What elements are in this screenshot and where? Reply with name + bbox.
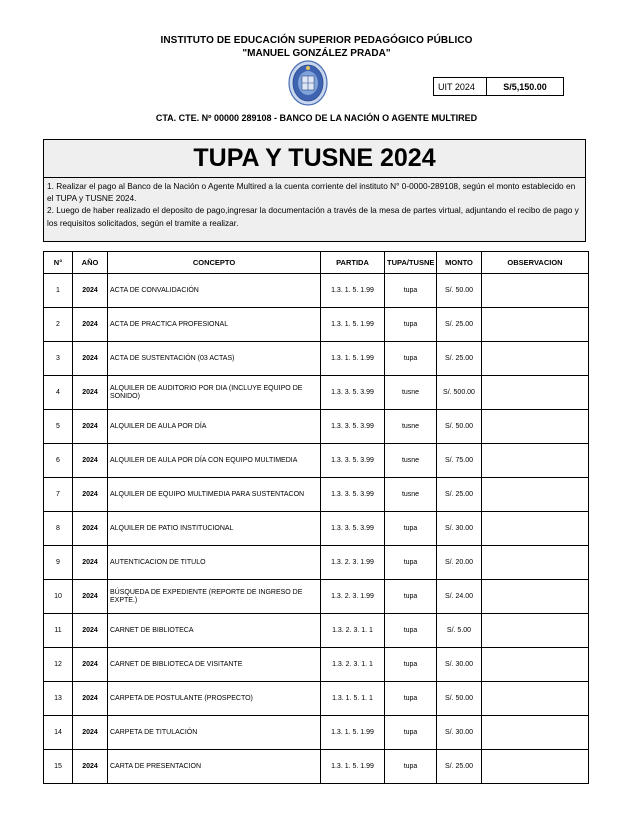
row-observation — [482, 308, 589, 342]
row-number: 8 — [44, 512, 73, 546]
row-number: 14 — [44, 716, 73, 750]
row-amount: S/. 75.00 — [437, 444, 482, 478]
row-partida: 1.3. 1. 5. 1.99 — [321, 342, 385, 376]
table-header-row — [44, 252, 589, 274]
row-concept: ALQUILER DE PATIO INSTITUCIONAL — [108, 512, 321, 546]
row-partida: 1.3. 3. 5. 3.99 — [321, 410, 385, 444]
header-anio: AÑO — [73, 252, 108, 274]
row-observation — [482, 512, 589, 546]
row-number: 1 — [44, 274, 73, 308]
row-year: 2024 — [73, 750, 108, 784]
row-tupa-tusne: tupa — [385, 580, 437, 614]
row-tupa-tusne: tupa — [385, 546, 437, 580]
row-concept: CARNET DE BIBLIOTECA DE VISITANTE — [108, 648, 321, 682]
row-number: 9 — [44, 546, 73, 580]
row-concept: AUTENTICACION DE TITULO — [108, 546, 321, 580]
row-tupa-tusne: tusne — [385, 376, 437, 410]
row-tupa-tusne: tupa — [385, 342, 437, 376]
table-row — [44, 546, 589, 580]
row-amount: S/. 25.00 — [437, 308, 482, 342]
row-observation — [482, 580, 589, 614]
row-tupa-tusne: tupa — [385, 614, 437, 648]
row-year: 2024 — [73, 512, 108, 546]
uit-value: S/5,150.00 — [487, 78, 564, 96]
row-concept: ACTA DE SUSTENTACIÓN (03 ACTAS) — [108, 342, 321, 376]
row-partida: 1.3. 1. 5. 1.99 — [321, 750, 385, 784]
table-row — [44, 410, 589, 444]
row-concept: CARTA DE PRESENTACION — [108, 750, 321, 784]
row-concept: ALQUILER DE EQUIPO MULTIMEDIA PARA SUSTENTACON — [108, 478, 321, 512]
row-year: 2024 — [73, 308, 108, 342]
row-observation — [482, 682, 589, 716]
table-row — [44, 512, 589, 546]
header-observacion: OBSERVACION — [482, 252, 589, 274]
row-tupa-tusne: tupa — [385, 682, 437, 716]
row-partida: 1.3. 3. 5. 3.99 — [321, 444, 385, 478]
row-observation — [482, 410, 589, 444]
row-observation — [482, 376, 589, 410]
table-row — [44, 342, 589, 376]
row-amount: S/. 50.00 — [437, 274, 482, 308]
row-concept: ALQUILER DE AULA POR DÍA CON EQUIPO MULTIMEDIA — [108, 444, 321, 478]
row-amount: S/. 25.00 — [437, 342, 482, 376]
row-observation — [482, 546, 589, 580]
uit-box — [433, 77, 564, 96]
row-tupa-tusne: tupa — [385, 716, 437, 750]
instruction-2: 2. Luego de haber realizado el deposito de pago,ingresar la documentación a través de la mesa de partes virtual, adjuntando el recibo de pago y los requisitos solicitados, según el tramite a realizar. — [47, 205, 579, 228]
row-partida: 1.3. 3. 5. 3.99 — [321, 478, 385, 512]
row-amount: S/. 25.00 — [437, 478, 482, 512]
document-title: TUPA Y TUSNE 2024 — [44, 140, 585, 178]
header-num: N° — [44, 252, 73, 274]
bank-account-line: CTA. CTE. Nº 00000 289108 - BANCO DE LA NACIÓN O AGENTE MULTIRED — [155, 113, 478, 123]
table-row — [44, 716, 589, 750]
row-observation — [482, 750, 589, 784]
row-partida: 1.3. 1. 5. 1.99 — [321, 274, 385, 308]
row-partida: 1.3. 3. 5. 3.99 — [321, 376, 385, 410]
table-row — [44, 648, 589, 682]
fees-table — [43, 251, 589, 784]
row-year: 2024 — [73, 478, 108, 512]
row-tupa-tusne: tupa — [385, 308, 437, 342]
row-observation — [482, 648, 589, 682]
row-partida: 1.3. 2. 3. 1.99 — [321, 580, 385, 614]
row-amount: S/. 50.00 — [437, 410, 482, 444]
row-number: 5 — [44, 410, 73, 444]
row-concept: ALQUILER DE AUDITORIO POR DIA (INCLUYE EQUIPO DE SONIDO) — [108, 376, 321, 410]
row-amount: S/. 30.00 — [437, 716, 482, 750]
row-observation — [482, 478, 589, 512]
row-partida: 1.3. 2. 3. 1. 1 — [321, 648, 385, 682]
row-amount: S/. 500.00 — [437, 376, 482, 410]
table-row — [44, 444, 589, 478]
row-partida: 1.3. 2. 3. 1.99 — [321, 546, 385, 580]
row-concept: ACTA DE PRACTICA PROFESIONAL — [108, 308, 321, 342]
row-number: 13 — [44, 682, 73, 716]
row-concept: ACTA DE CONVALIDACIÓN — [108, 274, 321, 308]
row-concept: BÚSQUEDA DE EXPEDIENTE (REPORTE DE INGRESO DE EXPTE.) — [108, 580, 321, 614]
row-number: 15 — [44, 750, 73, 784]
row-year: 2024 — [73, 716, 108, 750]
table-row — [44, 308, 589, 342]
row-number: 6 — [44, 444, 73, 478]
header-concepto: CONCEPTO — [108, 252, 321, 274]
header-monto: MONTO — [437, 252, 482, 274]
row-number: 2 — [44, 308, 73, 342]
row-number: 7 — [44, 478, 73, 512]
row-partida: 1.3. 1. 5. 1.99 — [321, 308, 385, 342]
row-number: 12 — [44, 648, 73, 682]
table-row — [44, 376, 589, 410]
row-year: 2024 — [73, 614, 108, 648]
row-observation — [482, 716, 589, 750]
row-year: 2024 — [73, 444, 108, 478]
table-row — [44, 750, 589, 784]
table-row — [44, 274, 589, 308]
row-concept: CARPETA DE POSTULANTE (PROSPECTO) — [108, 682, 321, 716]
instructions — [44, 178, 585, 231]
table-row — [44, 682, 589, 716]
row-tupa-tusne: tupa — [385, 512, 437, 546]
uit-label: UIT 2024 — [434, 78, 487, 96]
row-concept: CARPETA DE TITULACIÓN — [108, 716, 321, 750]
row-concept: CARNET DE BIBLIOTECA — [108, 614, 321, 648]
row-year: 2024 — [73, 274, 108, 308]
row-year: 2024 — [73, 376, 108, 410]
header-tupa-tusne: TUPA/TUSNE — [385, 252, 437, 274]
row-observation — [482, 614, 589, 648]
header-partida: PARTIDA — [321, 252, 385, 274]
row-partida: 1.3. 1. 5. 1.99 — [321, 716, 385, 750]
row-partida: 1.3. 3. 5. 3.99 — [321, 512, 385, 546]
row-tupa-tusne: tupa — [385, 750, 437, 784]
table-row — [44, 478, 589, 512]
info-box — [43, 139, 586, 242]
row-number: 11 — [44, 614, 73, 648]
row-partida: 1.3. 2. 3. 1. 1 — [321, 614, 385, 648]
row-tupa-tusne: tupa — [385, 648, 437, 682]
institution-seal — [288, 60, 328, 106]
row-year: 2024 — [73, 648, 108, 682]
row-tupa-tusne: tusne — [385, 410, 437, 444]
row-year: 2024 — [73, 682, 108, 716]
row-amount: S/. 24.00 — [437, 580, 482, 614]
row-amount: S/. 50.00 — [437, 682, 482, 716]
row-tupa-tusne: tupa — [385, 274, 437, 308]
row-year: 2024 — [73, 342, 108, 376]
table-row — [44, 580, 589, 614]
row-amount: S/. 30.00 — [437, 512, 482, 546]
row-number: 3 — [44, 342, 73, 376]
table-row — [44, 614, 589, 648]
row-partida: 1.3. 1. 5. 1. 1 — [321, 682, 385, 716]
row-number: 4 — [44, 376, 73, 410]
row-amount: S/. 30.00 — [437, 648, 482, 682]
row-number: 10 — [44, 580, 73, 614]
row-amount: S/. 20.00 — [437, 546, 482, 580]
row-year: 2024 — [73, 546, 108, 580]
row-year: 2024 — [73, 410, 108, 444]
instruction-1: 1. Realizar el pago al Banco de la Nación o Agente Multired a la cuenta corriente del instituto N° 0-0000-289108, según el monto establecido en el TUPA y TUSNE 2024. — [47, 181, 576, 204]
row-tupa-tusne: tusne — [385, 478, 437, 512]
row-observation — [482, 274, 589, 308]
row-tupa-tusne: tusne — [385, 444, 437, 478]
row-observation — [482, 444, 589, 478]
row-year: 2024 — [73, 580, 108, 614]
row-amount: S/. 5.00 — [437, 614, 482, 648]
row-observation — [482, 342, 589, 376]
institution-subtitle: "MANUEL GONZÁLEZ PRADA" — [242, 48, 391, 59]
row-amount: S/. 25.00 — [437, 750, 482, 784]
row-concept: ALQUILER DE AULA POR DÍA — [108, 410, 321, 444]
institution-name: INSTITUTO DE EDUCACIÓN SUPERIOR PEDAGÓGICO PÚBLICO — [160, 35, 473, 46]
